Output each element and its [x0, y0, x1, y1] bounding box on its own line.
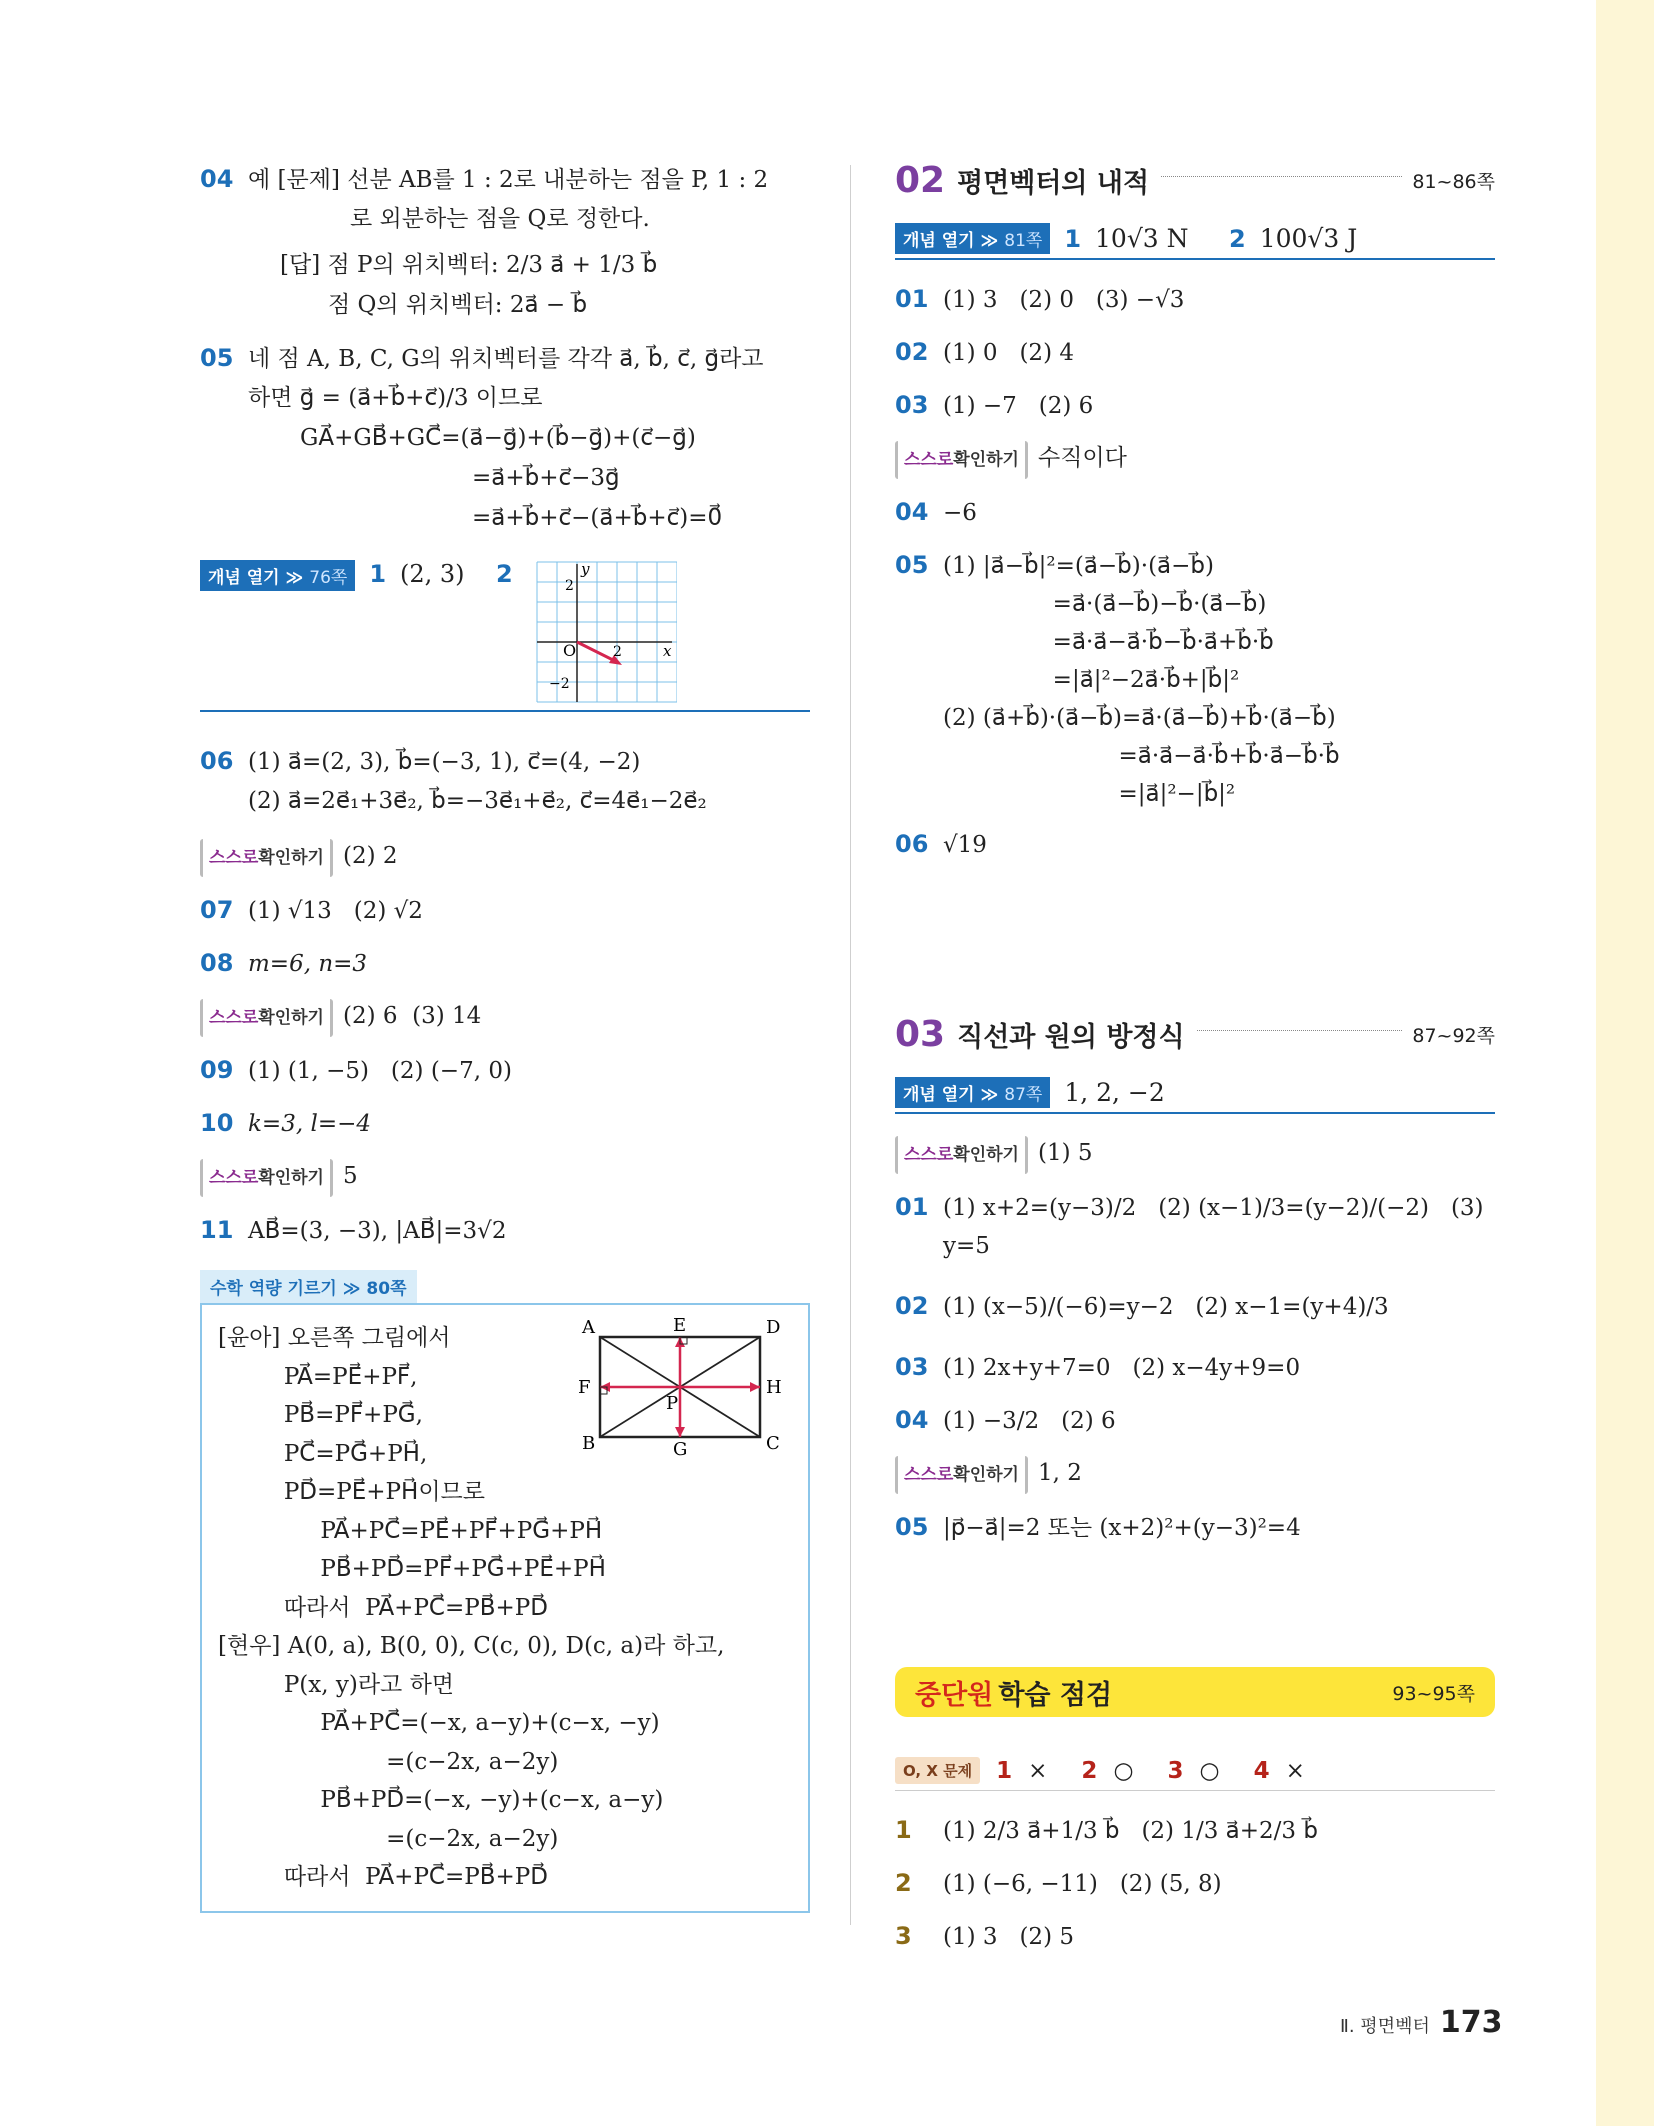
section-02-header: [895, 160, 1495, 201]
page-footer: [1340, 2005, 1502, 2040]
answer-text: (1) √13 (2) √2: [248, 898, 423, 924]
review-answer-2: [895, 1864, 1495, 1903]
answer-text: −6: [943, 500, 977, 526]
answer-text: 로 외분하는 점을 Q로 정한다.: [350, 206, 650, 232]
ox-item-number: 2: [1081, 1757, 1098, 1784]
answer-text: 수직이다: [1037, 445, 1127, 471]
derivation-line: =a⃗·a⃗−a⃗·b⃗−b⃗·a⃗+b⃗·b⃗: [943, 629, 1274, 655]
box-line: PB⃗+PD⃗=(−x, −y)+(c−x, a−y): [218, 1787, 664, 1813]
point-label: F: [578, 1377, 591, 1398]
box-line: PC⃗=PG⃗+PH⃗,: [218, 1440, 428, 1467]
concept-open-87: [895, 1077, 1495, 1114]
answer-11: [200, 1211, 810, 1250]
point-label: H: [766, 1377, 782, 1398]
answer-number: 2: [1229, 224, 1246, 253]
point-label: C: [766, 1433, 780, 1454]
answer-number: 3: [895, 1922, 912, 1950]
answer-text: =a⃗+b⃗+c⃗−(a⃗+b⃗+c⃗)=0⃗: [472, 505, 723, 531]
leader-dots: [1161, 176, 1402, 177]
math-competency-title: 수학 역량 기르기 ≫ 80쪽: [200, 1270, 417, 1303]
box-line: =(c−2x, a−2y): [218, 1748, 559, 1775]
ox-item-number: 1: [996, 1757, 1013, 1784]
ox-label: O, X 문제: [895, 1757, 980, 1784]
answer-text: (1) 2x+y+7=0 (2) x−4y+9=0: [943, 1355, 1301, 1381]
section-pages: 81~86쪽: [1412, 171, 1495, 193]
answer-text: √19: [943, 832, 987, 858]
point-label: E: [673, 1317, 687, 1336]
answer-r03: [895, 386, 1495, 425]
rectangle-figure: [570, 1317, 790, 1457]
answer-text: (1) 3 (2) 0 (3) −√3: [943, 287, 1185, 313]
column-divider: [850, 165, 851, 1925]
answer-text: (2) 2: [342, 843, 398, 869]
page-number: 173: [1439, 2005, 1503, 2040]
self-check-3: [200, 1157, 810, 1197]
answer-text: m=6, n=3: [248, 951, 368, 977]
answer-r04: [895, 493, 1495, 532]
answer-number: 02: [895, 1292, 929, 1320]
answer-text: 100√3 J: [1259, 224, 1358, 253]
answer-s01: [895, 1188, 1495, 1265]
ox-item-number: 3: [1167, 1757, 1184, 1784]
point-label: D: [766, 1317, 781, 1338]
left-column: [200, 160, 810, 1913]
answer-number: 05: [895, 1513, 929, 1541]
answer-number: 1: [895, 1816, 912, 1844]
ox-questions: [895, 1757, 1495, 1791]
answer-text: (1) 0 (2) 4: [943, 340, 1074, 366]
answer-number: 06: [200, 747, 234, 775]
box-line: PA⃗+PC⃗=PE⃗+PF⃗+PG⃗+PH⃗: [218, 1517, 603, 1544]
answer-04: [200, 160, 810, 199]
answer-text: (1) −7 (2) 6: [943, 393, 1094, 419]
answer-08: [200, 944, 810, 983]
answer-text: (1) −3/2 (2) 6: [943, 1408, 1116, 1434]
answer-text: 점 Q의 위치벡터: 2a⃗ − b⃗: [328, 292, 588, 318]
chapter-label: Ⅱ. 평면벡터: [1340, 2016, 1430, 2037]
tick-label: −2: [548, 676, 570, 692]
coordinate-grid-figure: [527, 560, 677, 706]
answer-number: 02: [895, 338, 929, 366]
answer-text: (2) 6 (3) 14: [342, 1003, 482, 1029]
answer-number: 1: [369, 560, 387, 588]
answer-r02: [895, 333, 1495, 372]
point-label: B: [582, 1433, 596, 1454]
answer-text: 예 [문제] 선분 AB를 1 : 2로 내분하는 점을 P, 1 : 2: [248, 167, 769, 193]
answer-r01: [895, 280, 1495, 319]
answer-number: 01: [895, 1193, 929, 1221]
self-check-2: [200, 997, 810, 1037]
answer-number: 2: [895, 1869, 912, 1897]
derivation-line: =|a⃗|²−2a⃗·b⃗+|b⃗|²: [943, 667, 1240, 693]
tick-label: 2: [612, 644, 622, 660]
answer-number: 04: [895, 1406, 929, 1434]
box-line: =(c−2x, a−2y): [218, 1825, 559, 1852]
answer-text: =a⃗+b⃗+c⃗−3g⃗: [472, 465, 620, 491]
review-pages: 93~95쪽: [1392, 1682, 1475, 1705]
answer-s05: [895, 1508, 1495, 1547]
concept-open-tag: 개념 열기 ≫ 81쪽: [895, 223, 1050, 254]
derivation-line: =a⃗·a⃗−a⃗·b⃗+b⃗·a⃗−b⃗·b⃗: [943, 743, 1340, 769]
box-line: [현우] A(0, a), B(0, 0), C(c, 0), D(c, a)라 하고,: [218, 1633, 725, 1659]
answer-text: AB⃗=(3, −3), |AB⃗|=3√2: [248, 1218, 507, 1244]
answer-number: 2: [496, 560, 513, 588]
review-answer-3: [895, 1917, 1495, 1956]
concept-open-81: [895, 223, 1495, 260]
answer-s04: [895, 1401, 1495, 1440]
answer-number: 05: [895, 551, 929, 579]
answer-number: 11: [200, 1216, 234, 1244]
math-competency-box: [200, 1303, 810, 1913]
answer-s02: [895, 1287, 1495, 1326]
box-line: PA⃗+PC⃗=(−x, a−y)+(c−x, −y): [218, 1710, 660, 1736]
point-label: G: [673, 1439, 688, 1457]
answer-text: (2) a⃗=2e⃗₁+3e⃗₂, b⃗=−3e⃗₁+e⃗₂, c⃗=4e⃗₁−2e⃗₂: [248, 788, 707, 814]
point-label: P: [666, 1393, 679, 1414]
answer-number: 08: [200, 949, 234, 977]
page-edge-stripe: [1596, 0, 1654, 2126]
concept-open-tag: 개념 열기 ≫ 76쪽: [200, 560, 355, 591]
self-check-5: [895, 1134, 1495, 1174]
answer-text: 10√3 N: [1095, 224, 1189, 253]
answer-number: 06: [895, 830, 929, 858]
self-check-label: 스스로확인하기: [895, 1136, 1028, 1174]
answer-text: (1) (1, −5) (2) (−7, 0): [248, 1058, 512, 1084]
box-line: PA⃗=PE⃗+PF⃗,: [218, 1363, 418, 1390]
box-line: PB⃗=PF⃗+PG⃗,: [218, 1402, 423, 1428]
answer-05: [200, 339, 810, 378]
answer-number: 05: [200, 344, 234, 372]
answer-number: 03: [895, 1353, 929, 1381]
self-check-label: 스스로확인하기: [895, 1456, 1028, 1494]
answer-07: [200, 891, 810, 930]
answer-text: 5: [342, 1163, 358, 1189]
self-check-4: [895, 439, 1495, 479]
box-line: P(x, y)라고 하면: [218, 1671, 455, 1698]
answer-text: [943, 547, 1495, 813]
answer-09: [200, 1051, 810, 1090]
self-check-6: [895, 1454, 1495, 1494]
axis-label: y: [580, 560, 590, 578]
derivation-line: =|a⃗|²−|b⃗|²: [943, 781, 1236, 807]
review-answer-1: [895, 1811, 1495, 1850]
origin-label: O: [562, 641, 576, 660]
self-check-1: [200, 837, 810, 877]
answer-number: 04: [200, 165, 234, 193]
ox-item-value: ×: [1028, 1757, 1048, 1784]
answer-text: (1) (x−5)/(−6)=y−2 (2) x−1=(y+4)/3: [943, 1294, 1389, 1320]
ox-item-value: ○: [1199, 1757, 1220, 1784]
answer-text: 네 점 A, B, C, G의 위치벡터를 각각 a⃗, b⃗, c⃗, g⃗라고: [248, 346, 764, 372]
answer-text: |p⃗−a⃗|=2 또는 (x+2)²+(y−3)²=4: [943, 1515, 1301, 1541]
section-03-header: [895, 1014, 1495, 1055]
box-line: [윤아] 오른쪽 그림에서: [218, 1325, 451, 1351]
section-pages: 87~92쪽: [1412, 1025, 1495, 1047]
review-title: 학습 점검: [998, 1679, 1113, 1711]
ox-item-value: ○: [1113, 1757, 1134, 1784]
self-check-label: 스스로확인하기: [895, 441, 1028, 479]
answer-number: 04: [895, 498, 929, 526]
answer-r06: [895, 825, 1495, 864]
derivation-line: =a⃗·(a⃗−b⃗)−b⃗·(a⃗−b⃗): [943, 591, 1267, 617]
answer-s03: [895, 1348, 1495, 1387]
answer-06: [200, 742, 810, 781]
section-title: 직선과 원의 방정식: [957, 1022, 1185, 1053]
ox-item-number: 4: [1253, 1757, 1270, 1784]
section-title: 평면벡터의 내적: [957, 168, 1150, 199]
review-banner: [895, 1667, 1495, 1717]
ox-item-value: ×: [1285, 1757, 1305, 1784]
section-number: 03: [895, 1014, 946, 1055]
answer-number: 01: [895, 285, 929, 313]
answer-r05: [895, 546, 1495, 813]
answer-number: 1: [1064, 224, 1082, 253]
answer-text: (1) 2/3 a⃗+1/3 b⃗ (2) 1/3 a⃗+2/3 b⃗: [943, 1818, 1318, 1844]
axis-label: x: [662, 642, 672, 660]
answer-number: 07: [200, 896, 234, 924]
concept-open-76: [200, 560, 810, 712]
box-line: 따라서 PA⃗+PC⃗=PB⃗+PD⃗: [218, 1594, 548, 1621]
section-number: 02: [895, 160, 946, 201]
answer-10: [200, 1104, 810, 1143]
right-column: [895, 160, 1495, 1970]
answer-number: 09: [200, 1056, 234, 1084]
review-title-red: 중단원: [915, 1679, 994, 1711]
answer-text: 1, 2, −2: [1064, 1078, 1165, 1107]
answer-text: (1) 3 (2) 5: [943, 1924, 1074, 1950]
leader-dots: [1197, 1030, 1403, 1031]
self-check-label: 스스로확인하기: [200, 1159, 333, 1197]
concept-open-tag: 개념 열기 ≫ 87쪽: [895, 1077, 1050, 1108]
box-line: 따라서 PA⃗+PC⃗=PB⃗+PD⃗: [218, 1864, 548, 1890]
answer-text: (1) x+2=(y−3)/2 (2) (x−1)/3=(y−2)/(−2) (3) y=5: [943, 1195, 1491, 1259]
answer-text: [답] 점 P의 위치벡터: 2/3 a⃗ + 1/3 b⃗: [280, 252, 658, 278]
answer-text: k=3, l=−4: [248, 1111, 371, 1137]
derivation-line: (2) (a⃗+b⃗)·(a⃗−b⃗)=a⃗·(a⃗−b⃗)+b⃗·(a⃗−b⃗): [943, 705, 1336, 731]
answer-text: (1) (−6, −11) (2) (5, 8): [943, 1871, 1222, 1897]
answer-number: 03: [895, 391, 929, 419]
answer-text: 하면 g⃗ = (a⃗+b⃗+c⃗)/3 이므로: [248, 385, 543, 411]
answer-text: (1) 5: [1037, 1140, 1093, 1166]
derivation-line: (1) |a⃗−b⃗|²=(a⃗−b⃗)·(a⃗−b⃗): [943, 553, 1214, 579]
answer-number: 10: [200, 1109, 234, 1137]
tick-label: 2: [564, 578, 574, 594]
box-line: PD⃗=PE⃗+PH⃗이므로: [218, 1479, 485, 1505]
point-label: A: [582, 1317, 595, 1338]
self-check-label: 스스로확인하기: [200, 999, 333, 1037]
answer-text: 1, 2: [1037, 1460, 1082, 1486]
self-check-label: 스스로확인하기: [200, 839, 333, 877]
answer-text: GA⃗+GB⃗+GC⃗=(a⃗−g⃗)+(b⃗−g⃗)+(c⃗−g⃗): [300, 425, 696, 451]
answer-text: (1) a⃗=(2, 3), b⃗=(−3, 1), c⃗=(4, −2): [248, 749, 641, 775]
answer-text: (2, 3): [400, 560, 465, 588]
box-line: PB⃗+PD⃗=PF⃗+PG⃗+PE⃗+PH⃗: [218, 1556, 606, 1582]
